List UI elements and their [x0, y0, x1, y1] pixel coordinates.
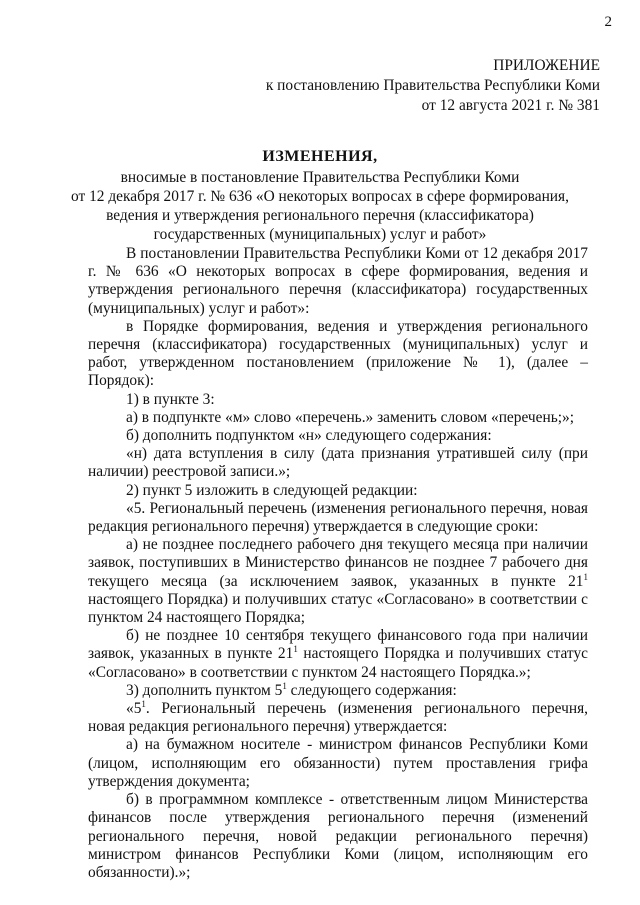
- appendix-line-1: к постановлению Правительства Республики Коми: [265, 77, 600, 94]
- paragraph-item-2b: [88, 627, 588, 682]
- document-body: [88, 245, 588, 882]
- changes-subtitle-3: ведения и утверждения регионального перечня (классификатора): [106, 207, 534, 224]
- changes-title: ИЗМЕНЕНИЯ,: [262, 148, 378, 165]
- item-2b-text: б) не позднее 10 сентября текущего финансового года при наличии заявок, указанных в пункте 21: [88, 627, 588, 663]
- changes-subtitle-2: от 12 декабря 2017 г. № 636 «О некоторых вопросах в сфере формирования,: [71, 188, 569, 205]
- paragraph-item-1n: «н) дата вступления в силу (дата признания утратившей силу (при наличии) реестровой записи.»;: [88, 445, 588, 481]
- paragraph-item-3a: а) на бумажном носителе - министром финансов Республики Коми (лицом, исполняющим его обязанности) путем проставления грифа утверждения документа;: [88, 736, 588, 790]
- paragraph-item-2a: [88, 536, 588, 627]
- appendix-header: [266, 56, 600, 116]
- item-2a-text-end: настоящего Порядка) и получивших статус «Согласовано» в соответствии с пунктом 24 настоящего Порядка;: [88, 590, 588, 627]
- item-2b-text-end: настоящего Порядка и получивших статус «Согласовано» в соответствии с пунктом 24 настоящего Порядка.»;: [88, 645, 588, 681]
- item-3-text: 3) дополнить пунктом 5: [126, 681, 283, 699]
- changes-subtitle-1: вносимые в постановление Правительства Республики Коми: [120, 169, 520, 186]
- paragraph-intro: В постановлении Правительства Республики Коми от 12 декабря 2017 г. № 636 «О некоторых вопросах в сфере формирования, ведения и утверждения регионального перечня (классификатора) государственных (муниципальных) услуг и работ»:: [88, 245, 588, 317]
- changes-subtitle-4: государственных (муниципальных) услуг и работ»: [153, 226, 487, 243]
- page-number: 2: [604, 14, 612, 30]
- paragraph-item-2: 2) пункт 5 изложить в следующей редакции:: [126, 481, 418, 499]
- item-2a-superscript: 1: [583, 571, 588, 582]
- paragraph-item-1a: а) в подпункте «м» слово «перечень.» заменить словом «перечень;»;: [126, 408, 574, 426]
- item-3-superscript: 1: [282, 680, 287, 691]
- item-3q-text-end: . Региональный перечень (изменения регионального перечня, новая редакция регионального перечня) утверждается:: [88, 700, 588, 736]
- item-3-text-end: следующего содержания:: [286, 681, 457, 699]
- item-3q-superscript: 1: [141, 698, 146, 709]
- item-3q-text: «5: [126, 700, 142, 718]
- appendix-title: ПРИЛОЖЕНИЕ: [493, 57, 600, 74]
- paragraph-item-2-quote: «5. Региональный перечень (изменения регионального перечня, новая редакция регионального перечня) утверждается в следующие сроки:: [88, 499, 588, 536]
- paragraph-order: в Порядке формирования, ведения и утверждения регионального перечня (классификатора) государственных (муниципальных) услуг и работ, утвержденном постановлением (приложение № 1), (далее – Порядок):: [88, 317, 588, 390]
- paragraph-item-1b: б) дополнить подпунктом «н» следующего содержания:: [126, 427, 492, 445]
- appendix-line-2: от 12 августа 2021 г. № 381: [421, 97, 600, 114]
- paragraph-item-3-quote: [88, 700, 588, 736]
- item-2a-text: а) не позднее последнего рабочего дня текущего месяца при наличии заявок, поступивших в Министерство финансов не позднее 7 рабочего дня текущего месяца (за исключением заявок, указанных в пункте 21: [88, 536, 588, 590]
- changes-heading: [0, 147, 640, 244]
- paragraph-item-1: 1) в пункте 3:: [126, 390, 215, 408]
- paragraph-item-3: [88, 682, 588, 700]
- item-2b-superscript: 1: [293, 644, 298, 655]
- paragraph-item-3b: б) в программном комплексе - ответственным лицом Министерства финансов после утверждения регионального перечня (изменений регионального перечня, новой редакции регионального перечня) министром финансов Республики Коми (лицом, исполняющим его обязанности).»;: [88, 791, 588, 881]
